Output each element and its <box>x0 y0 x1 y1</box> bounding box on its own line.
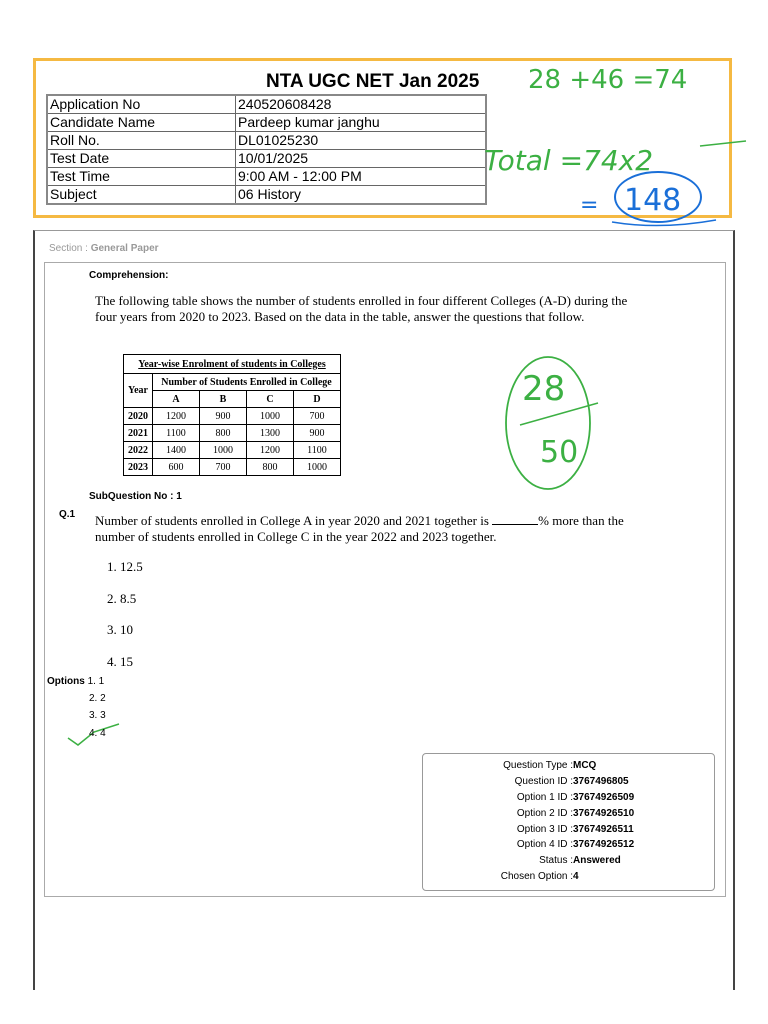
meta-label: Option 2 ID : <box>516 808 573 819</box>
column-header: B <box>200 391 247 408</box>
table-row <box>124 391 341 408</box>
column-header: D <box>294 391 341 408</box>
handwritten-sum: 28 +46 =74 <box>528 65 688 95</box>
value-cell: 1100 <box>153 425 200 442</box>
meta-value: 37674926510 <box>573 808 635 819</box>
option-2: 2. 2 <box>89 693 106 704</box>
value-cell: 1200 <box>153 408 200 425</box>
meta-label: Question Type : <box>503 760 573 771</box>
choice-4: 4. 15 <box>107 654 133 669</box>
year-cell: 2021 <box>124 425 153 442</box>
comprehension-label: Comprehension: <box>89 270 169 281</box>
handwritten-score-bottom: 50 <box>540 435 579 470</box>
value-cell: 600 <box>153 459 200 476</box>
meta-label: Option 1 ID : <box>516 792 573 803</box>
field-value: Pardeep kumar janghu <box>236 114 487 132</box>
table-row <box>124 374 341 391</box>
handwritten-total: Total =74x2 <box>484 144 654 177</box>
field-label: Subject <box>47 186 236 205</box>
exam-title: NTA UGC NET Jan 2025 <box>266 71 480 92</box>
year-cell: 2022 <box>124 442 153 459</box>
question-number: Q.1 <box>59 509 76 520</box>
field-value: 06 History <box>236 186 487 205</box>
comprehension-text: The following table shows the number of students enrolled in four different Colleges (A-D) during the four years from 2020 to 2023. Based on the data in the table, answer the questions that follow. <box>95 293 628 324</box>
field-label: Test Time <box>47 168 236 186</box>
value-cell: 1100 <box>294 442 341 459</box>
table-row <box>124 408 341 425</box>
meta-label: Status : <box>539 855 573 866</box>
value-cell: 1400 <box>153 442 200 459</box>
candidate-info-box <box>33 58 732 218</box>
handwritten-equals: = <box>580 193 599 218</box>
candidate-table <box>46 94 487 205</box>
field-value: DL01025230 <box>236 132 487 150</box>
question-text-start: Number of students enrolled in College A in year 2020 and 2021 together is <box>95 513 493 528</box>
value-cell: 700 <box>200 459 247 476</box>
question-metadata <box>422 753 715 891</box>
meta-value: MCQ <box>573 760 597 771</box>
meta-value: 3767496805 <box>573 776 629 787</box>
value-cell: 900 <box>200 408 247 425</box>
value-cell: 1000 <box>247 408 294 425</box>
value-cell: 1200 <box>247 442 294 459</box>
meta-value: 37674926512 <box>573 839 635 850</box>
value-cell: 1000 <box>200 442 247 459</box>
field-label: Application No <box>47 95 236 114</box>
year-cell: 2020 <box>124 408 153 425</box>
meta-value: Answered <box>573 855 621 866</box>
meta-label: Chosen Option : <box>500 871 573 882</box>
column-header: C <box>247 391 294 408</box>
value-cell: 700 <box>294 408 341 425</box>
group-header: Number of Students Enrolled in College <box>153 374 341 391</box>
table-row <box>124 425 341 442</box>
section-name: General Paper <box>90 243 159 254</box>
question-panel <box>33 230 735 990</box>
meta-label: Option 4 ID : <box>516 839 573 850</box>
choice-2: 2. 8.5 <box>107 591 137 606</box>
meta-value: 4 <box>573 871 579 882</box>
section-prefix: Section : <box>49 243 91 254</box>
value-cell: 1000 <box>294 459 341 476</box>
table-row <box>124 442 341 459</box>
meta-value: 37674926511 <box>573 824 634 835</box>
table-row <box>124 459 341 476</box>
table-title: Year-wise Enrolment of students in Colleges <box>124 355 341 374</box>
field-value: 9:00 AM - 12:00 PM <box>236 168 487 186</box>
table-row <box>124 355 341 374</box>
column-header: A <box>153 391 200 408</box>
value-cell: 800 <box>247 459 294 476</box>
table-row <box>47 186 486 205</box>
table-row <box>47 132 486 150</box>
value-cell: 1300 <box>247 425 294 442</box>
year-cell: 2023 <box>124 459 153 476</box>
field-label: Candidate Name <box>47 114 236 132</box>
table-row <box>47 150 486 168</box>
choice-3: 3. 10 <box>107 622 133 637</box>
question-text <box>95 513 635 545</box>
table-row <box>47 95 486 114</box>
options-label <box>47 676 104 687</box>
question-box <box>44 262 726 897</box>
section-label <box>49 243 159 254</box>
value-cell: 800 <box>200 425 247 442</box>
meta-value: 37674926509 <box>573 792 635 803</box>
question-text-end: % more than the number of students enrolled in College C in the year 2022 and 2023 together. <box>95 513 624 544</box>
meta-label: Question ID : <box>514 776 573 787</box>
options-title: Options <box>47 676 85 687</box>
option-4: 4. 4 <box>89 728 106 739</box>
year-header: Year <box>124 374 153 408</box>
result-underline <box>612 220 716 226</box>
answer-blank <box>492 513 538 525</box>
field-label: Test Date <box>47 150 236 168</box>
meta-label: Option 3 ID : <box>516 824 573 835</box>
field-label: Roll No. <box>47 132 236 150</box>
table-row <box>47 168 486 186</box>
value-cell: 900 <box>294 425 341 442</box>
handwritten-score-top: 28 <box>522 369 566 409</box>
table-row <box>47 114 486 132</box>
subquestion-label: SubQuestion No : 1 <box>89 491 182 502</box>
field-value: 10/01/2025 <box>236 150 487 168</box>
option-1: 1. 1 <box>87 676 105 687</box>
choice-1: 1. 12.5 <box>107 559 143 574</box>
handwritten-result: 148 <box>624 183 682 218</box>
enrolment-table <box>123 354 341 476</box>
option-3: 3. 3 <box>89 710 106 721</box>
field-value: 240520608428 <box>236 95 487 114</box>
